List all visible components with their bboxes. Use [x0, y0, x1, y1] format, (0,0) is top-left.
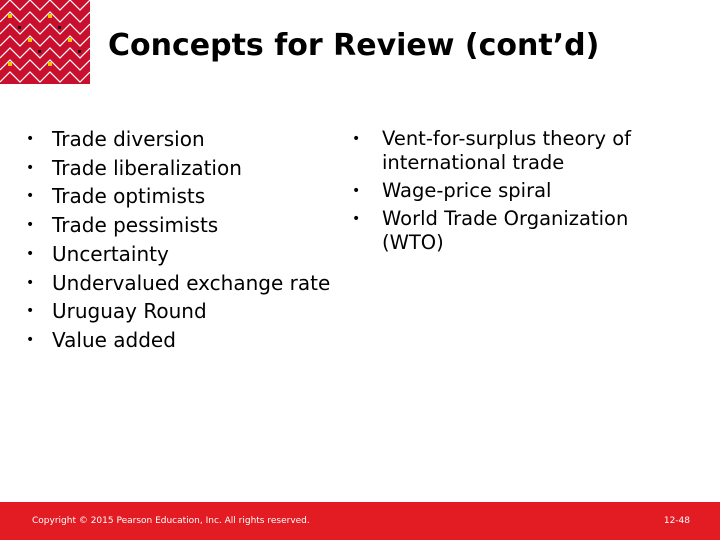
list-item-text: Vent-for-surplus theory of international trade — [382, 127, 631, 174]
bullet-icon: • — [26, 188, 35, 205]
list-item — [22, 154, 342, 183]
list-item — [22, 297, 342, 326]
bullet-icon: • — [26, 274, 35, 291]
list-item — [22, 125, 342, 154]
footer-bar — [0, 502, 720, 540]
bullet-icon: • — [352, 211, 361, 227]
bullet-icon: • — [352, 131, 361, 147]
bullet-icon: • — [26, 303, 35, 320]
bullet-icon: • — [26, 217, 35, 234]
list-item — [22, 182, 342, 211]
list-item-text: Uruguay Round — [52, 299, 207, 324]
list-item-text: Trade optimists — [52, 184, 206, 209]
list-item-text: World Trade Organization (WTO) — [382, 207, 629, 254]
list-item — [352, 207, 692, 255]
list-item — [22, 240, 342, 269]
right-bullet-list — [352, 127, 692, 259]
bullet-icon: • — [352, 183, 361, 199]
page-number: 12-48 — [663, 516, 690, 526]
list-item — [352, 127, 692, 175]
list-item-text: Uncertainty — [52, 241, 169, 266]
bullet-icon: • — [26, 159, 35, 176]
list-item — [22, 269, 342, 298]
list-item — [22, 326, 342, 355]
textile-pattern-logo — [0, 0, 90, 84]
bullet-icon: • — [26, 331, 35, 348]
list-item-text: Trade diversion — [52, 127, 205, 151]
list-item — [352, 179, 692, 203]
list-item-text: Value added — [52, 327, 176, 352]
slide-title: Concepts for Review (cont’d) — [108, 28, 600, 63]
list-item-text: Undervalued exchange rate — [52, 270, 331, 295]
left-bullet-list — [22, 125, 342, 355]
copyright-notice: Copyright © 2015 Pearson Education, Inc. All rights reserved. — [32, 516, 310, 526]
bullet-icon: • — [26, 245, 35, 262]
bullet-icon: • — [26, 131, 35, 147]
list-item-text: Wage-price spiral — [382, 179, 552, 202]
list-item-text: Trade pessimists — [52, 213, 219, 238]
list-item — [22, 211, 342, 240]
list-item-text: Trade liberalization — [52, 155, 242, 180]
